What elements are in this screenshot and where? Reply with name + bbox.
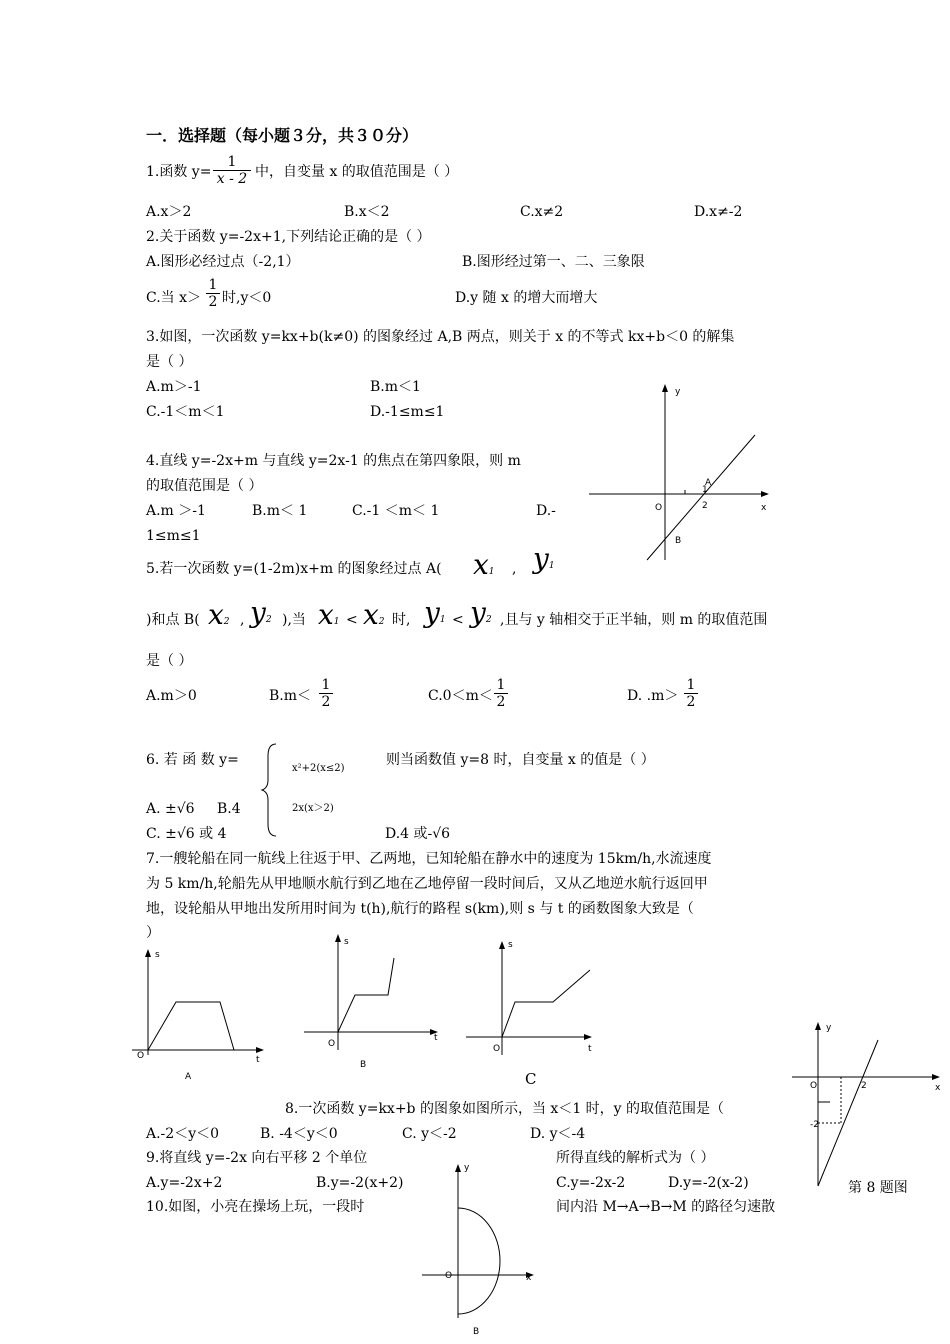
q10-fig-label-y: y: [464, 1163, 470, 1173]
q4-line1: 4.直线 y=-2x+m 与直线 y=2x-1 的焦点在第四象限，则 m: [146, 453, 521, 469]
q5-when: ),当: [282, 612, 306, 628]
q2-option-a: A.图形必经过点（-2,1）: [146, 254, 300, 270]
q5-c-den: 2: [496, 694, 506, 710]
q5-line2-suffix: ,且与 y 轴相交于正半轴，则 m 的取值范围: [500, 612, 768, 628]
q5-cond-y2: y2: [470, 596, 492, 629]
q3-fig-label-1: 1: [702, 485, 708, 495]
q9-option-d: D.y=-2(x-2): [668, 1175, 749, 1191]
q5-option-d: D. .m＞: [627, 688, 679, 704]
q4-option-b: B.m＜ 1: [252, 503, 308, 519]
section-title: 一．选择题（每小题３分，共３０分）: [146, 126, 419, 145]
q7-graph-c: [460, 935, 600, 1065]
q6-option-c: C. ±√6 或 4: [146, 826, 227, 842]
q4-option-d-cont: 1≤m≤1: [146, 528, 201, 544]
q5-comma-2: ,: [240, 612, 245, 628]
q7-label-b: B: [360, 1060, 367, 1070]
q3-fig-label-x: x: [761, 503, 767, 513]
q5-c-num: 1: [496, 677, 506, 693]
q8-fig-label-x: x: [935, 1083, 941, 1093]
q3-option-b: B.m＜1: [370, 379, 421, 395]
q1-option-c: C.x≠2: [520, 204, 564, 220]
q7-line3: 地，设轮船从甲地出发所用时间为 t(h),航行的路程 s(km),则 s 与 t 的函数图象大致是（: [146, 901, 694, 917]
q9-stem-right: 所得直线的解析式为（ ）: [556, 1150, 715, 1166]
q5-y2: y2: [250, 596, 272, 629]
q5-line2-prefix: )和点 B(: [146, 612, 200, 628]
q7-a-axis-o: O: [137, 1051, 145, 1061]
q10-stem-left: 10.如图，小亮在操场上玩，一段时: [146, 1199, 365, 1215]
q5-option-b-fraction: [319, 677, 333, 710]
q2-option-c-fraction: [206, 277, 220, 310]
q10-figure: [418, 1160, 548, 1340]
q4-option-a: A.m ＞-1: [146, 503, 206, 519]
q9-option-c: C.y=-2x-2: [556, 1175, 626, 1191]
q5-option-c-fraction: [494, 677, 508, 710]
q3-fig-label-a: A: [705, 478, 712, 488]
q5-line3: 是（ ）: [146, 653, 193, 669]
q5-lt-1: <: [346, 612, 358, 628]
q3-stem-line2: 是（ ）: [146, 354, 193, 370]
q5-option-c: C.0＜m＜: [428, 688, 493, 704]
q8-fig-label-2: 2: [861, 1081, 867, 1091]
q5-line1: 5.若一次函数 y=(1-2m)x+m 的图象经过点 A(: [146, 561, 442, 577]
q2-c-den: 2: [208, 294, 218, 310]
q1-prefix: 1.函数 y=: [146, 164, 212, 180]
q7-a-axis-t: t: [256, 1055, 260, 1065]
q1-option-d: D.x≠-2: [694, 204, 743, 220]
q4-line2: 的取值范围是（ ）: [146, 478, 263, 494]
q6-option-b: B.4: [217, 801, 241, 817]
q6-option-a: A. ±√6: [146, 801, 195, 817]
q6-suffix: 则当函数值 y=8 时，自变量 x 的值是（ ）: [386, 752, 655, 768]
q3-fig-label-2: 2: [702, 501, 708, 511]
q5-x1: x1: [473, 548, 495, 581]
q7-line2: 为 5 km/h,轮船先从甲地顺水航行到乙地在乙地停留一段时间后，又从乙地逆水航行返回甲: [146, 876, 708, 892]
q3-stem-line1: 3.如图，一次函数 y=kx+b(k≠0) 的图象经过 A,B 两点，则关于 x 的不等式 kx+b＜0 的解集: [146, 329, 735, 345]
q5-b-num: 1: [321, 677, 331, 693]
q8-fig-label-o: O: [810, 1081, 818, 1091]
q10-fig-label-x: x: [526, 1273, 532, 1283]
q5-d-num: 1: [686, 677, 696, 693]
q5-option-d-fraction: [684, 677, 698, 710]
q9-option-a: A.y=-2x+2: [146, 1175, 223, 1191]
q3-figure: [585, 380, 775, 565]
q10-fig-label-o: O: [445, 1271, 453, 1281]
q1-frac-den: x - 2: [216, 171, 248, 187]
q2-option-c-suffix: 时,y＜0: [222, 290, 272, 306]
q5-lt-2: <: [452, 612, 464, 628]
q6-case1: x²+2(x≤2): [292, 763, 345, 774]
q8-option-d: D. y＜-4: [530, 1126, 586, 1142]
q7-label-a: A: [185, 1072, 192, 1082]
q8-option-a: A.-2＜y＜0: [146, 1126, 220, 1142]
q7-line4: ）: [146, 925, 160, 941]
q7-b-axis-t: t: [434, 1033, 438, 1043]
q8-fig-label-y: y: [826, 1023, 832, 1033]
q8-stem: 8.一次函数 y=kx+b 的图象如图所示，当 x＜1 时，y 的取值范围是（: [285, 1101, 725, 1117]
q5-cond-y1: y1: [424, 596, 446, 629]
q5-comma-1: ,: [512, 561, 517, 577]
q6-brace-icon: [262, 742, 282, 838]
q2-option-b: B.图形经过第一、二、三象限: [462, 254, 645, 270]
q5-b-den: 2: [321, 694, 331, 710]
q1-frac-num: 1: [227, 154, 237, 170]
q5-d-den: 2: [686, 694, 696, 710]
q7-graph-b: [300, 930, 445, 1075]
q6-prefix: 6. 若 函 数 y=: [146, 752, 239, 768]
q7-label-c: C: [525, 1070, 537, 1088]
q7-graph-a: [128, 945, 268, 1080]
q5-cond-x1: x1: [318, 598, 340, 631]
q7-b-axis-s: s: [344, 937, 349, 947]
q3-option-a: A.m＞-1: [146, 379, 202, 395]
q4-option-c: C.-1 ＜m＜ 1: [352, 503, 440, 519]
q7-line1: 7.一艘轮船在同一航线上往返于甲、乙两地，已知轮船在静水中的速度为 15km/h,水流速度: [146, 851, 712, 867]
q2-option-d: D.y 随 x 的增大而增大: [455, 290, 598, 306]
q7-a-axis-s: s: [155, 950, 160, 960]
q2-stem: 2.关于函数 y=-2x+1,下列结论正确的是（ ）: [146, 229, 431, 245]
q2-option-c-prefix: C.当 x＞: [146, 290, 202, 306]
q1-option-a: A.x＞2: [146, 204, 192, 220]
q7-c-axis-o: O: [493, 1044, 501, 1054]
q10-stem-right: 间内沿 M→A→B→M 的路径匀速散: [556, 1199, 776, 1215]
q3-fig-label-b: B: [675, 536, 682, 546]
q8-option-b: B. -4＜y＜0: [260, 1126, 338, 1142]
q5-option-a: A.m＞0: [146, 688, 197, 704]
q4-option-d: D.-: [536, 503, 556, 519]
q8-fig-label-m2: -2: [810, 1120, 819, 1130]
q5-cond-x2: x2: [363, 598, 385, 631]
q1-suffix: 中，自变量 x 的取值范围是（ ）: [255, 164, 459, 180]
q3-option-c: C.-1＜m＜1: [146, 404, 225, 420]
q2-c-num: 1: [208, 277, 218, 293]
q9-option-b: B.y=-2(x+2): [316, 1175, 404, 1191]
q10-fig-label-b: B: [473, 1327, 480, 1337]
q3-fig-label-o: O: [655, 503, 663, 513]
q5-time: 时,: [392, 612, 411, 628]
q5-option-b: B.m＜: [269, 688, 312, 704]
q9-stem-left: 9.将直线 y=-2x 向右平移 2 个单位: [146, 1150, 368, 1166]
q7-c-axis-s: s: [508, 940, 513, 950]
q8-figure: [790, 1018, 948, 1188]
q5-y1: y1: [533, 542, 555, 575]
q3-fig-label-y: y: [675, 387, 681, 397]
q1-option-b: B.x＜2: [344, 204, 390, 220]
q1-fraction: [213, 154, 251, 187]
q6-case2: 2x(x＞2): [292, 803, 334, 814]
q7-c-axis-t: t: [588, 1044, 592, 1054]
q3-option-d: D.-1≤m≤1: [370, 404, 445, 420]
q7-b-axis-o: O: [328, 1039, 336, 1049]
q5-x2: x2: [208, 598, 230, 631]
q8-option-c: C. y＜-2: [402, 1126, 457, 1142]
q6-option-d: D.4 或-√6: [385, 826, 451, 842]
q8-figure-caption: 第 8 题图: [848, 1180, 908, 1196]
